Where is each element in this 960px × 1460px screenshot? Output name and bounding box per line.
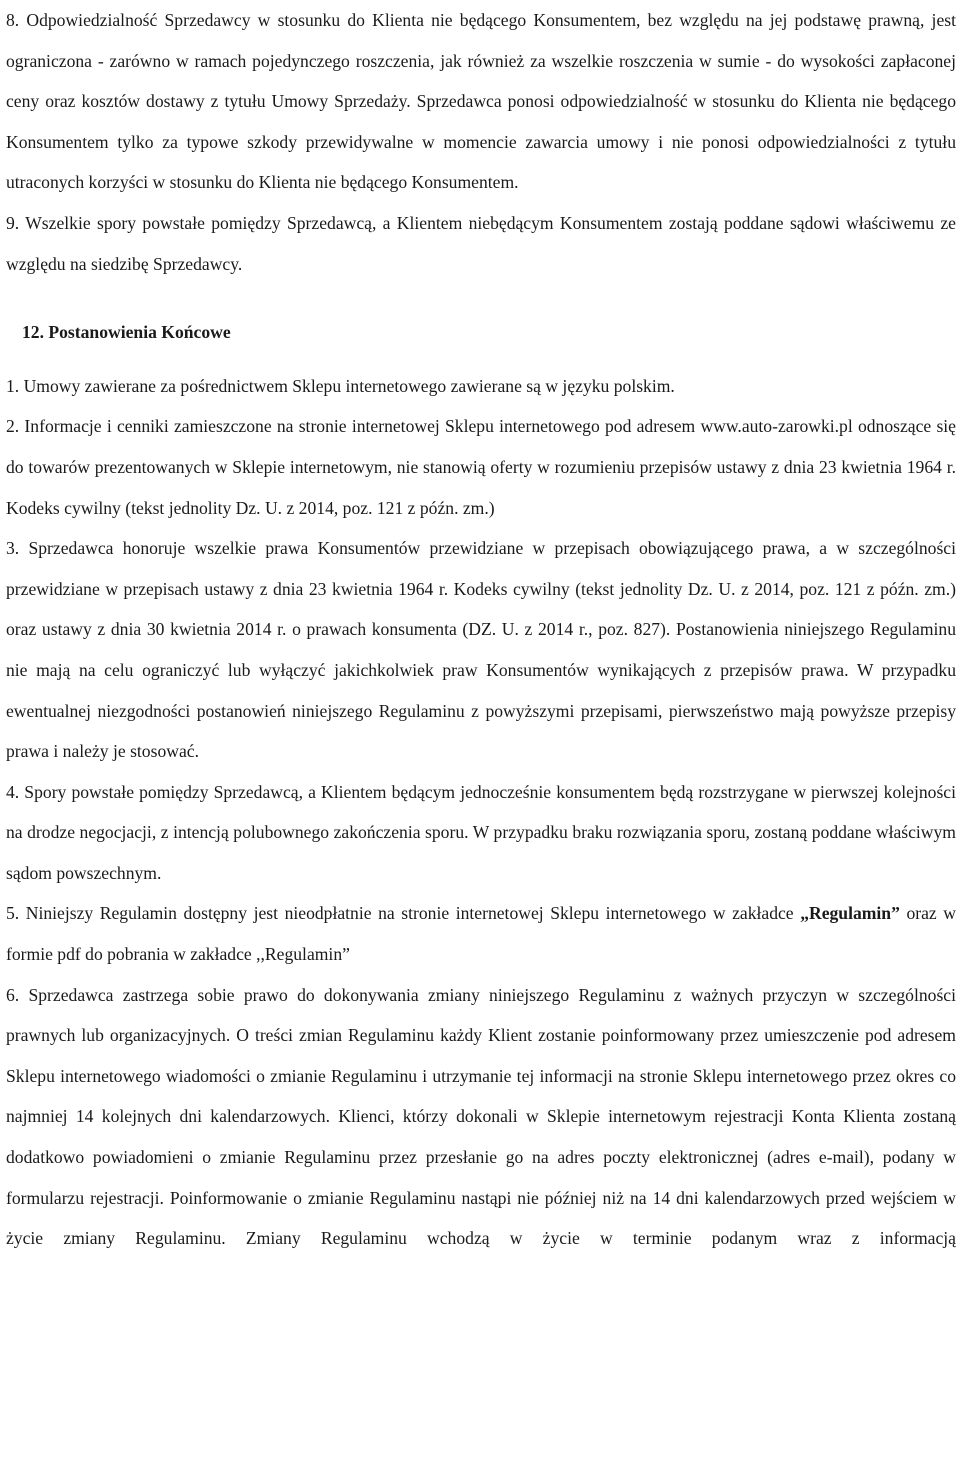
paragraph-consumer-disputes: 4. Spory powstałe pomiędzy Sprzedawcą, a Klientem będącym jednocześnie konsumentem będą rozstrzygane w pierwszej kolejności na drodze negocjacji, z intencją polubownego zakończenia sporu. W przypadku braku rozwiązania sporu, zostaną poddane właściwym sądom powszechnym.	[6, 781, 956, 883]
regulation-tab-name: „Regulamin”	[800, 903, 900, 924]
paragraph-language: 1. Umowy zawierane za pośrednictwem Sklepu internetowego zawierane są w języku polskim.	[6, 375, 675, 396]
paragraph-consumer-rights: 3. Sprzedawca honoruje wszelkie prawa Konsumentów przewidziane w przepisach obowiązującego prawa, a w szczególności przewidziane w przepisach ustawy z dnia 23 kwietnia 1964 r. Kodeks cywilny (tekst jednolity Dz. U. z 2014, poz. 121 z późn. zm.) oraz ustawy z dnia 30 kwietnia 2014 r. o prawach konsumenta (DZ. U. z 2014 r., poz. 827). Postanowienia niniejszego Regulaminu nie mają na celu ograniczyć lub wyłączyć jakichkolwiek praw Konsumentów wynikających z przepisów prawa. W przypadku ewentualnej niezgodności postanowień niniejszego Regulaminu z powyższymi przepisami, pierwszeństwo mają powyższe przepisy prawa i należy je stosować.	[6, 538, 956, 762]
regulation-availability-text: 5. Niniejszy Regulamin dostępny jest nieodpłatnie na stronie internetowej Sklepu internetowego w zakładce	[6, 903, 801, 924]
paragraph-regulation-availability	[6, 893, 956, 974]
paragraph-liability-limit: 8. Odpowiedzialność Sprzedawcy w stosunku do Klienta nie będącego Konsumentem, bez względu na jej podstawę prawną, jest ograniczona - zarówno w ramach pojedynczego roszczenia, jak również za wszelkie roszczenia w sumie - do wysokości zapłaconej ceny oraz kosztów dostawy z tytułu Umowy Sprzedaży. Sprzedawca ponosi odpowiedzialność w stosunku do Klienta nie będącego Konsumentem tylko za typowe szkody przewidywalne w momencie zawarcia umowy i nie ponosi odpowiedzialności z tytułu utraconych korzyści w stosunku do Klienta nie będącego Konsumentem.	[6, 10, 956, 193]
paragraph-disputes-non-consumer: 9. Wszelkie spory powstałe pomiędzy Sprzedawcą, a Klientem niebędącym Konsumentem zostają poddane sądowi właściwemu ze względu na siedzibę Sprzedawcy.	[6, 212, 956, 274]
document-page	[6, 0, 956, 1259]
section-heading-final-provisions: 12. Postanowienia Końcowe	[22, 322, 231, 343]
paragraph-price-info: 2. Informacje i cenniki zamieszczone na stronie internetowej Sklepu internetowego pod adresem www.auto-zarowki.pl odnoszące się do towarów prezentowanych w Sklepie internetowym, nie stanowią oferty w rozumieniu przepisów ustawy z dnia 23 kwietnia 1964 r. Kodeks cywilny (tekst jednolity Dz. U. z 2014, poz. 121 z późn. zm.)	[6, 416, 956, 518]
paragraph-regulation-changes: 6. Sprzedawca zastrzega sobie prawo do dokonywania zmiany niniejszego Regulaminu z ważnych przyczyn w szczególności prawnych lub organizacyjnych. O treści zmian Regulaminu każdy Klient zostanie poinformowany przez umieszczenie pod adresem Sklepu internetowego wiadomości o zmianie Regulaminu i utrzymanie tej informacji na stronie Sklepu internetowego przez okres co najmniej 14 kolejnych dni kalendarzowych. Klienci, którzy dokonali w Sklepie internetowym rejestracji Konta Klienta zostaną dodatkowo powiadomieni o zmianie Regulaminu przez przesłanie go na adres poczty elektronicznej (adres e-mail), podany w formularzu rejestracji. Poinformowanie o zmianie Regulaminu nastąpi nie później niż na 14 dni kalendarzowych przed wejściem w życie zmiany Regulaminu. Zmiany Regulaminu wchodzą w życie w terminie podanym wraz z informacją	[6, 984, 956, 1249]
regulation-availability-text-end: oraz w formie pdf do pobrania w zakładce ,,Regulamin”	[6, 903, 957, 965]
